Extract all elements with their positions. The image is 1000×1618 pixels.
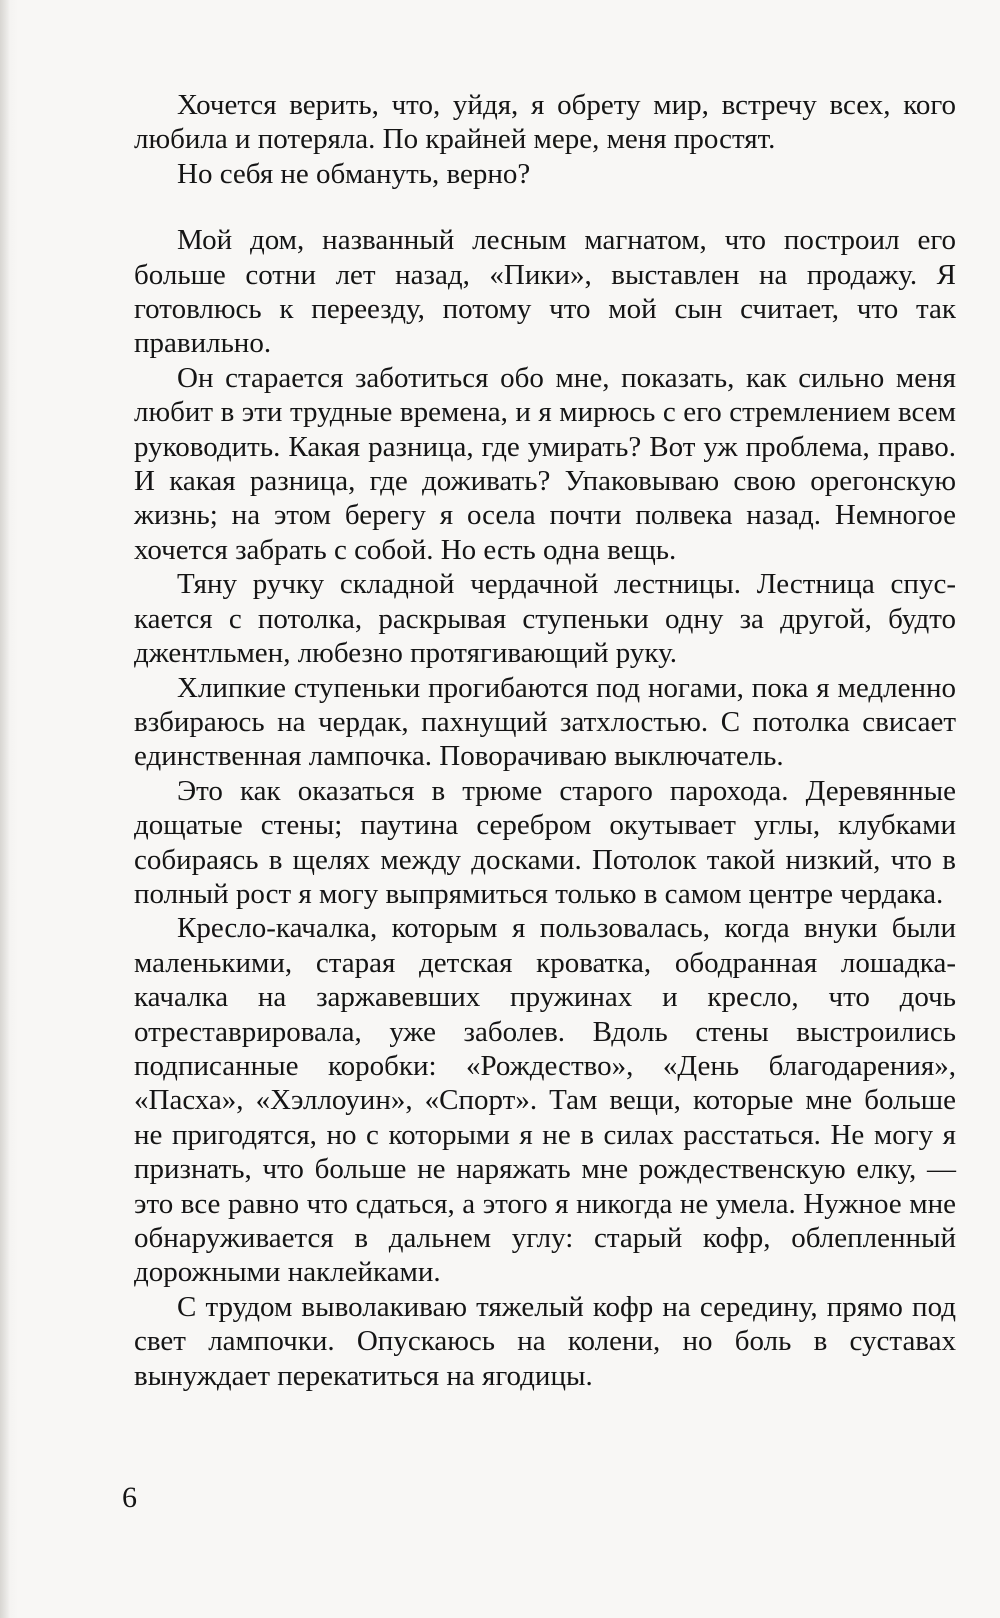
page-number: 6 bbox=[122, 1481, 137, 1514]
section-break bbox=[134, 191, 956, 223]
paragraph: Он старается заботиться обо мне, показать, как сильно меня любит в эти трудные времена, и я мирюсь с его стремлением всем руководить. Какая разница, где умирать? Вот уж проблема, право. И какая разница, где доживать? Упаковываю свою орегонскую жизнь; на этом берегу я осела почти полвека назад. Немногое хочется забрать с собой. Но есть одна вещь. bbox=[134, 361, 956, 566]
spine-shadow bbox=[0, 0, 10, 1618]
paragraph: Но себя не обмануть, верно? bbox=[177, 157, 531, 190]
paragraph: Мой дом, названный лесным магнатом, что построил его больше сотни лет назад, «Пики», выставлен на продажу. Я готовлюсь к переезду, потому что мой сын считает, что так правильно. bbox=[134, 224, 956, 360]
body-text bbox=[134, 88, 956, 1393]
paragraph: Это как оказаться в трюме старого парохода. Деревянные дощатые стены; паутина серебром окутывает углы, клубками собираясь в щелях между досками. Потолок такой низкий, что в полный рост я могу выпрямиться только в самом центре чердака. bbox=[134, 774, 956, 910]
paragraph: Хлипкие ступеньки прогибаются под ногами, пока я медленно взбираюсь на чердак, пахнущий затхлостью. С потолка свисает единственная лампочка. Поворачиваю выключатель. bbox=[134, 671, 956, 773]
paragraph: Хочется верить, что, уйдя, я обрету мир, встречу всех, кого любила и потеряла. По крайней мере, меня простят. bbox=[134, 89, 956, 156]
paragraph: С трудом выволакиваю тяжелый кофр на середину, прямо под свет лампочки. Опускаюсь на колени, но боль в суставах вынуждает перекатиться на ягодицы. bbox=[134, 1290, 956, 1392]
paragraph: Кресло-качалка, которым я пользовалась, когда внуки были маленькими, старая детская кроватка, ободранная лошадка-качалка на заржавевших пружинах и кресло, что дочь отреставрировала, уже заболев. Вдоль стены выстроились подписанные коробки: «Рождество», «День благодарения», «Пасха», «Хэллоуин», «Спорт». Там вещи, которые мне больше не пригодятся, но с которыми я не в силах расстаться. Не могу я признать, что больше не наряжать мне рождественскую елку, — это все равно что сдаться, а этого я никогда не умела. Нужное мне обнаруживается в дальнем углу: старый кофр, облепленный дорожными наклейками. bbox=[134, 912, 956, 1289]
paragraph: Тяну ручку складной чердачной лестницы. Лестница спускается с потолка, раскрывая ступеньки одну за другой, будто джентльмен, любезно протягивающий руку. bbox=[134, 568, 956, 670]
